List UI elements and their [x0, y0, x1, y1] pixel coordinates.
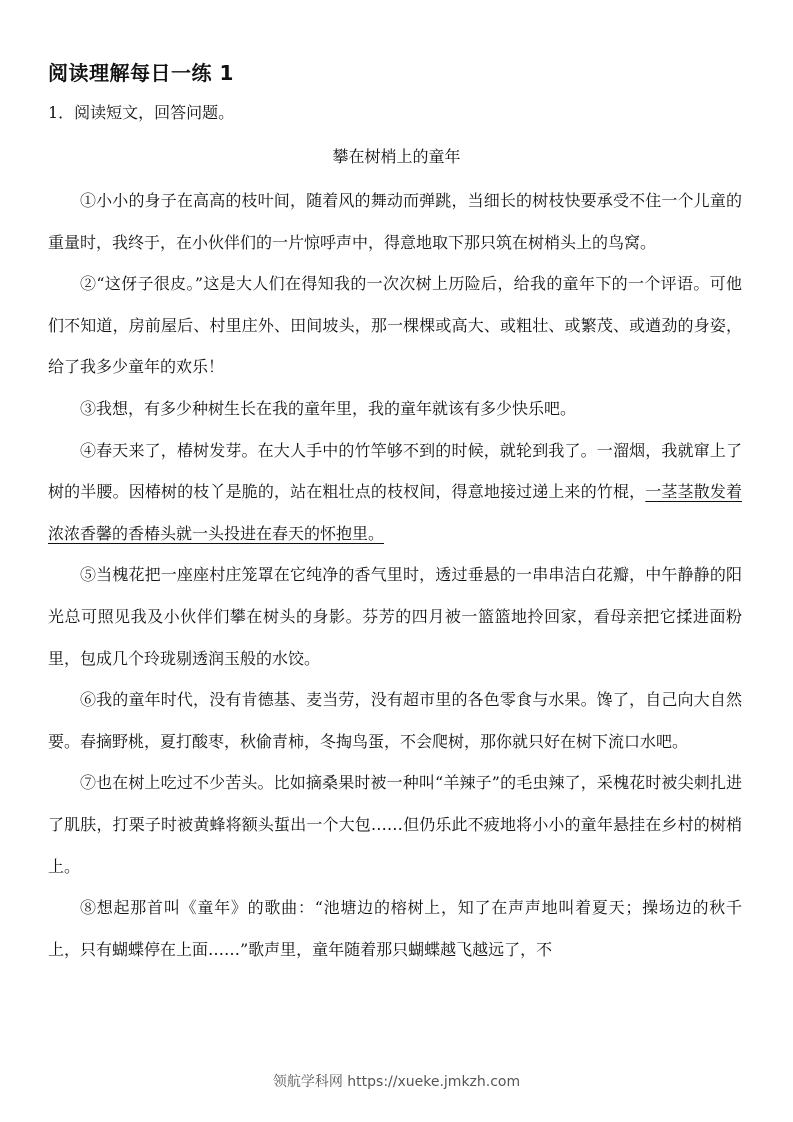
page-footer: 领航学科网 https://xueke.jmkzh.com	[272, 1074, 521, 1090]
paragraph-3: ③我想，有多少种树生长在我的童年里，我的童年就该有多少快乐吧。	[80, 398, 577, 418]
passage-body	[48, 180, 742, 970]
paragraph-4: ④春天来了，椿树发芽。在大人手中的竹竿够不到的时候，就轮到我了。一溜烟，我就窜上了树的半腰。因椿树的枝丫是脆的，站在粗壮点的枝杈间，得意地接过递上来的竹棍，一茎茎散发着浓浓香馨的香椿头就一头投进在春天的怀抱里。	[48, 440, 742, 543]
paragraph-8: ⑧想起那首叫《童年》的歌曲：“池塘边的榕树上，知了在声声地叫着夏天；操场边的秋千上，只有蝴蝶停在上面……”歌声里，童年随着那只蝴蝶越飞越远了，不	[48, 898, 742, 959]
paragraph-6: ⑥我的童年时代，没有肯德基、麦当劳，没有超市里的各色零食与水果。馋了，自己向大自然要。春摘野桃，夏打酸枣，秋偷青柿，冬掏鸟蛋，不会爬树，那你就只好在树下流口水吧。	[48, 690, 742, 751]
paragraph-5: ⑤当槐花把一座座村庄笼罩在它纯净的香气里时，透过垂悬的一串串洁白花瓣，中午静静的阳光总可照见我及小伙伴们攀在树头的身影。芬芳的四月被一篮篮地拎回家，看母亲把它揉进面粉里，包成几个玲珑剔透润玉般的水饺。	[48, 565, 742, 668]
paragraph-1: ①小小的身子在高高的枝叶间，随着风的舞动而弹跳，当细长的树枝快要承受不住一个儿童的重量时，我终于，在小伙伴们的一片惊呼声中，得意地取下那只筑在树梢头上的鸟窝。	[48, 191, 742, 252]
paragraph-2: ②“这伢子很皮。”这是大人们在得知我的一次次树上历险后，给我的童年下的一个评语。可他们不知道，房前屋后、村里庄外、田间坡头，那一棵棵或高大、或粗壮、或繁茂、或遒劲的身姿，给了我多少童年的欢乐！	[48, 274, 742, 377]
paragraph-7: ⑦也在树上吃过不少苦头。比如摘桑果时被一种叫“羊辣子”的毛虫辣了，采槐花时被尖刺扎进了肌肤，打栗子时被黄蜂将额头蜇出一个大包……但仍乐此不疲地将小小的童年悬挂在乡村的树梢上。	[48, 773, 742, 876]
underlined-sentence: 一茎茎散发着浓浓香馨的香椿头就一头投进在春天的怀抱里。	[48, 482, 742, 543]
passage-title: 攀在树梢上的童年	[332, 147, 461, 166]
question-prompt: 1．阅读短文，回答问题。	[48, 103, 235, 122]
page-heading: 阅读理解每日一练 1	[48, 61, 234, 85]
